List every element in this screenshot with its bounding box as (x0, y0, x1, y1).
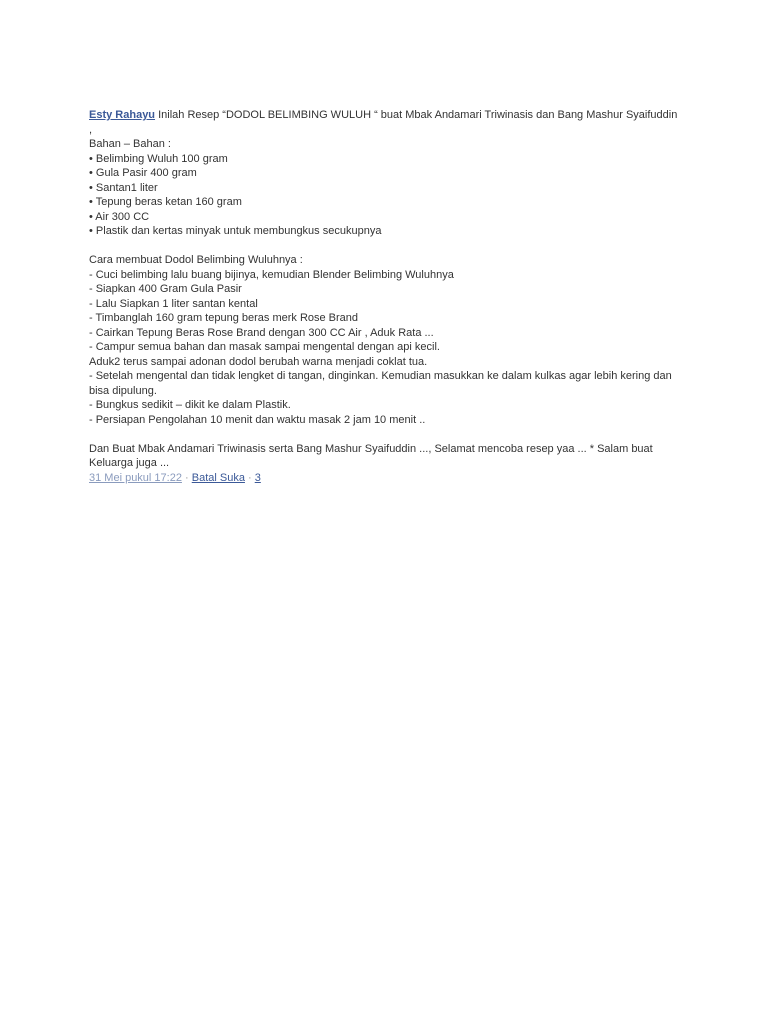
ingredient-item: • Plastik dan kertas minyak untuk membungkus secukupnya (89, 225, 382, 237)
paragraph-gap (89, 427, 679, 442)
step-item: - Setelah mengental dan tidak lengket di tangan, dinginkan. Kemudian masukkan ke dalam kulkas agar lebih kering dan bisa dipulung. (89, 370, 672, 397)
ingredients-heading: Bahan – Bahan : (89, 138, 171, 150)
step-item: - Timbanglah 160 gram tepung beras merk Rose Brand (89, 312, 359, 324)
author-link[interactable]: Esty Rahayu (89, 109, 156, 121)
ingredient-item: • Tepung beras ketan 160 gram (89, 196, 242, 208)
ingredient-item: • Santan1 liter (89, 181, 158, 194)
step-item: Aduk2 terus sampai adonan dodol berubah warna menjadi coklat tua. (89, 355, 428, 368)
post-intro (89, 108, 679, 137)
meta-separator: · (181, 471, 192, 484)
ingredient-item: • Gula Pasir 400 gram (89, 167, 197, 179)
step-item: - Persiapan Pengolahan 10 menit dan waktu masak 2 jam 10 menit .. (89, 413, 426, 426)
step-item: - Siapkan 400 Gram Gula Pasir (89, 283, 242, 295)
unlike-link[interactable]: Batal Suka (191, 471, 245, 484)
paragraph-gap (89, 239, 679, 254)
steps-heading: Cara membuat Dodol Belimbing Wuluhnya : (89, 254, 303, 266)
post-meta (89, 471, 679, 486)
meta-separator: · (244, 471, 255, 484)
step-item: - Cuci belimbing lalu buang bijinya, kemudian Blender Belimbing Wuluhnya (89, 268, 454, 281)
comment-post (89, 108, 679, 485)
ingredient-item: • Belimbing Wuluh 100 gram (89, 152, 228, 165)
like-count-link[interactable]: 3 (254, 471, 261, 484)
closing-text: Dan Buat Mbak Andamari Triwinasis serta Bang Mashur Syaifuddin ..., Selamat mencoba resep yaa ... * Salam buat Keluarga juga ... (89, 442, 653, 469)
step-item: - Lalu Siapkan 1 liter santan kental (89, 297, 258, 310)
timestamp-link[interactable]: 31 Mei pukul 17:22 (89, 471, 182, 484)
step-item: - Campur semua bahan dan masak sampai mengental dengan api kecil. (89, 341, 440, 353)
step-item: - Bungkus sedikit – dikit ke dalam Plastik. (89, 399, 291, 411)
step-item: - Cairkan Tepung Beras Rose Brand dengan 300 CC Air , Aduk Rata ... (89, 326, 434, 339)
ingredient-item: • Air 300 CC (89, 210, 150, 223)
intro-text: Inilah Resep “DODOL BELIMBING WULUH “ buat Mbak Andamari Triwinasis dan Bang Mashur Syaifuddin , (89, 109, 678, 136)
